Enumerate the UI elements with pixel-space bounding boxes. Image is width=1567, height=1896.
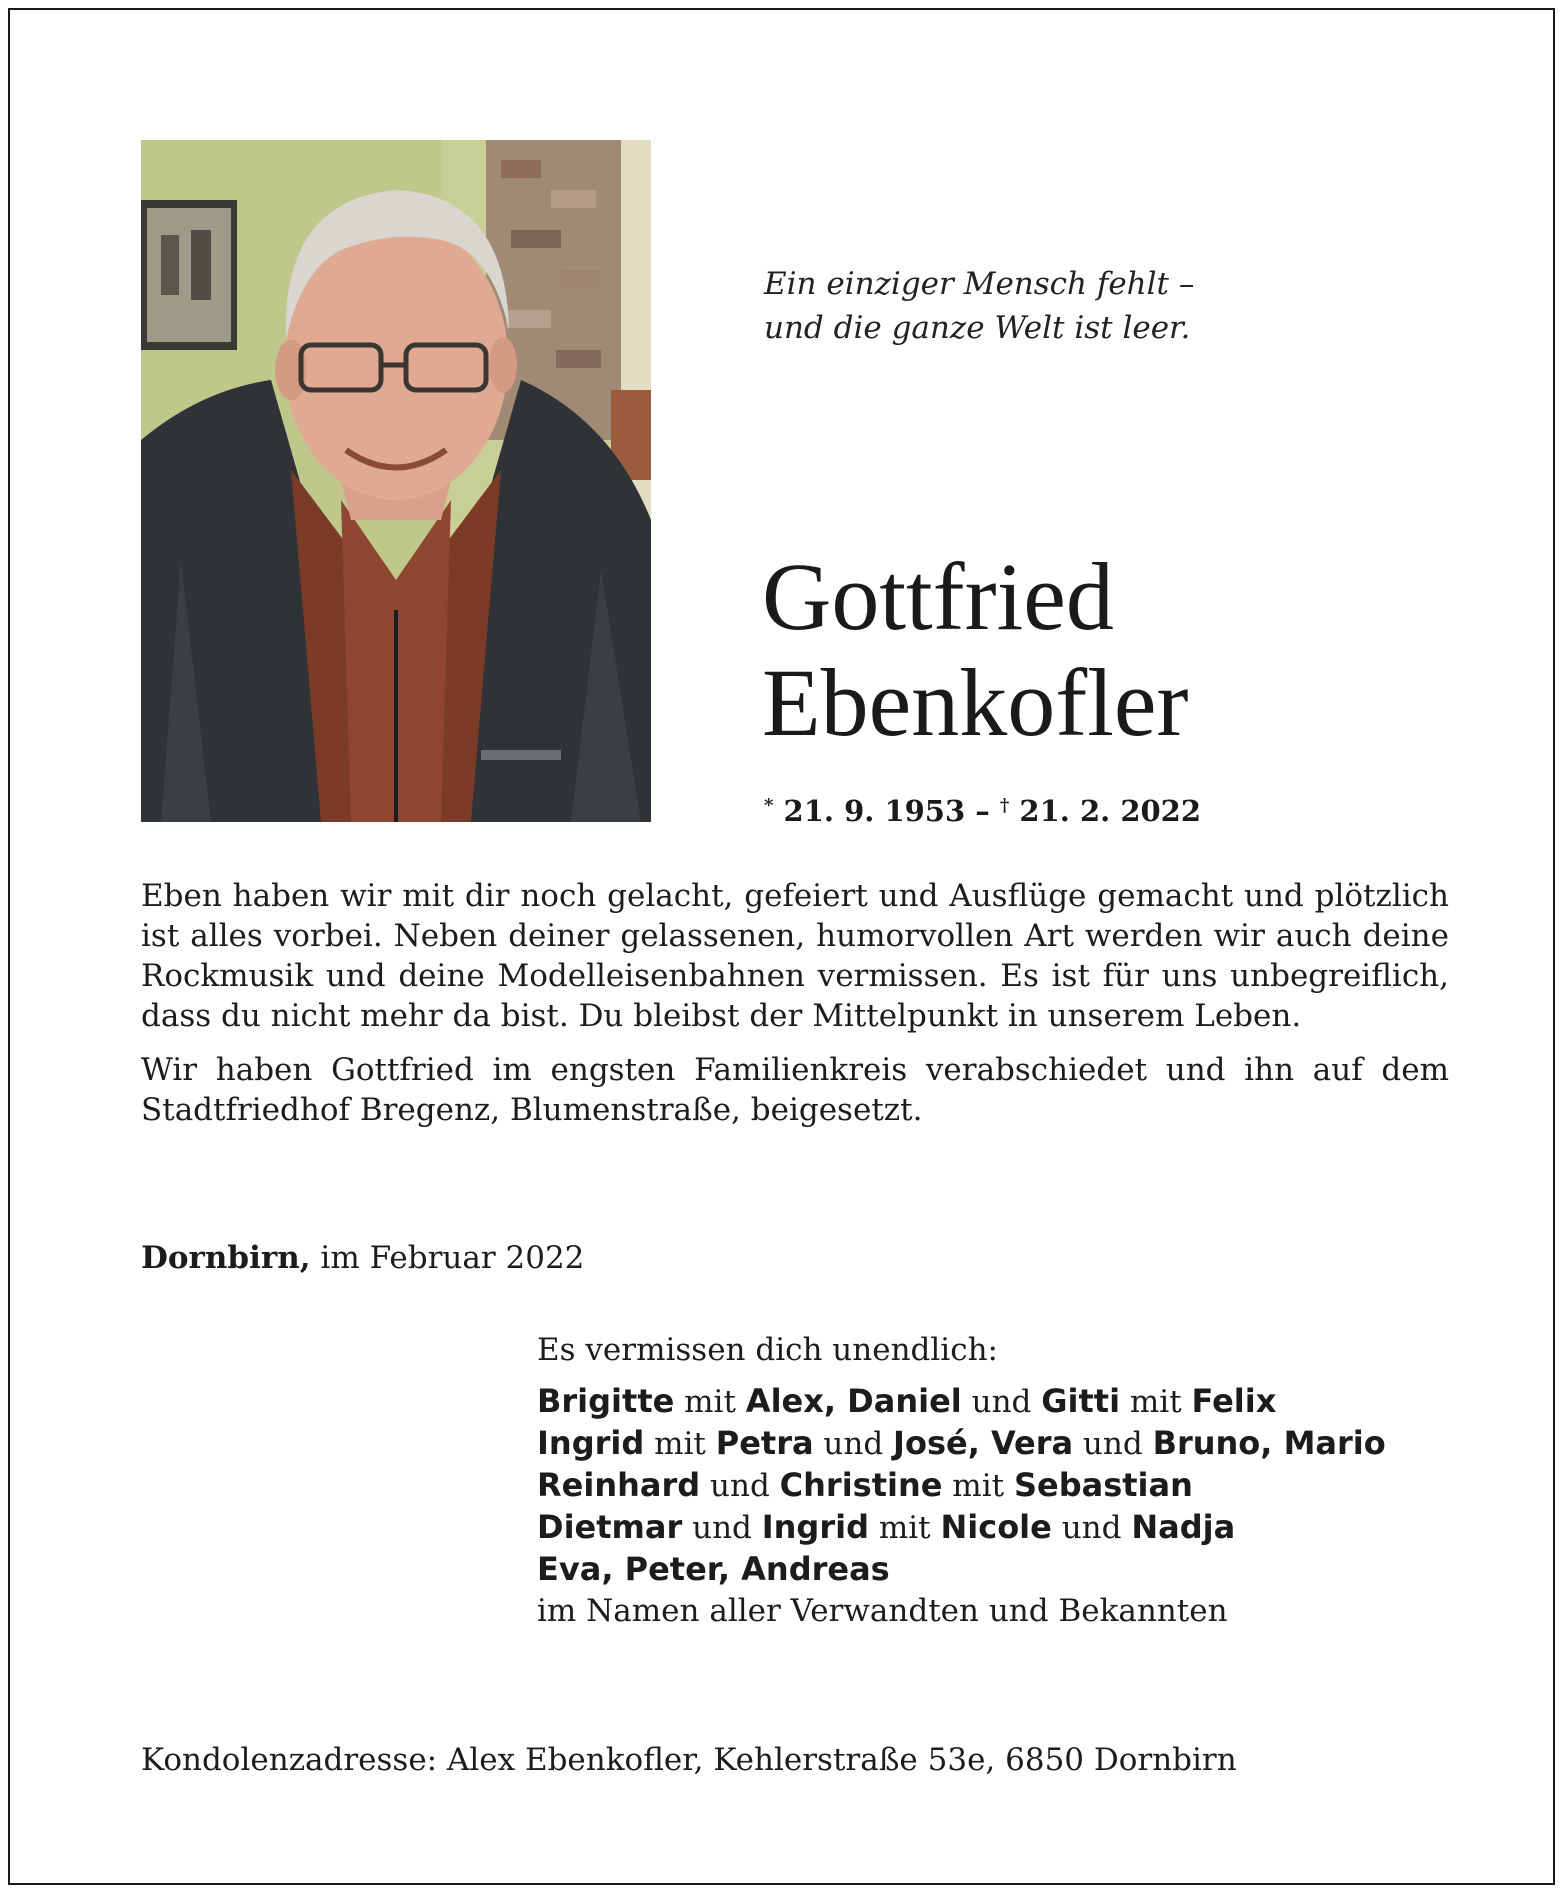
mourner-line (537, 1465, 1517, 1507)
paragraph-1: Eben haben wir mit dir noch gelacht, gefeiert und Ausflüge gemacht und plötzlich ist alles vorbei. Neben deiner gelassenen, humorvollen Art werden wir auch deine Rockmusik und deine Modelleisenbahnen vermissen. Es ist für uns unbegreiflich, dass du nicht mehr da bist. Du bleibst der Mittelpunkt in unserem Leben. (141, 878, 1449, 1034)
obituary-frame (8, 8, 1555, 1885)
mourner-name: Eva, Peter, Andreas (537, 1550, 890, 1588)
condolence-address: Kondolenzadresse: Alex Ebenkofler, Kehlerstraße 53e, 6850 Dornbirn (141, 1742, 1237, 1778)
mourner-name: Petra (715, 1424, 814, 1462)
mourner-connector: mit (1120, 1384, 1192, 1420)
mourner-name: Felix (1191, 1382, 1277, 1420)
place-date (141, 1238, 584, 1278)
place: Dornbirn, (141, 1240, 311, 1276)
mourner-connector: und (700, 1468, 780, 1504)
mourner-connector: mit (868, 1510, 941, 1546)
date-separator: – (965, 794, 1000, 828)
mourner-connector: mit (674, 1384, 746, 1420)
quote-line-2: und die ganze Welt ist leer. (764, 310, 1191, 346)
date: im Februar 2022 (310, 1240, 585, 1276)
quote (764, 262, 1464, 350)
mourner-connector: und (682, 1510, 762, 1546)
mourner-connector: und (961, 1384, 1042, 1420)
portrait-image (141, 140, 651, 822)
mourners-closing: im Namen aller Verwandten und Bekannten (537, 1593, 1228, 1629)
mourner-name: Reinhard (537, 1466, 701, 1504)
death-date: 21. 2. 2022 (1019, 794, 1202, 828)
mourner-name: Christine (779, 1466, 943, 1504)
birth-date: 21. 9. 1953 (783, 794, 966, 828)
mourner-name: José, Vera (893, 1424, 1074, 1462)
mourners-block (537, 1330, 1517, 1632)
mourner-line (537, 1549, 1517, 1591)
mourner-name: Bruno, Mario (1152, 1424, 1386, 1462)
mourner-name: Gitti (1041, 1382, 1121, 1420)
mourner-name: Nicole (940, 1508, 1052, 1546)
mourner-name: Brigitte (537, 1382, 675, 1420)
mourner-name: Ingrid (761, 1508, 869, 1546)
mourner-name: Dietmar (537, 1508, 683, 1546)
portrait-photo (141, 140, 651, 822)
mourner-connector: und (1073, 1426, 1153, 1462)
birth-symbol: * (764, 795, 774, 816)
mourner-line (537, 1423, 1517, 1465)
death-symbol: † (999, 795, 1010, 816)
first-name: Gottfried (762, 543, 1114, 650)
mourner-name: Alex, Daniel (745, 1382, 962, 1420)
mourner-connector: und (1051, 1510, 1132, 1546)
paragraph-2: Wir haben Gottfried im engsten Familienkreis verabschiedet und ihn auf dem Stadtfriedhof Bregenz, Blumenstraße, beigesetzt. (141, 1052, 1449, 1128)
deceased-name (762, 544, 1522, 756)
mourner-name: Nadja (1131, 1508, 1236, 1546)
mourner-connector: mit (644, 1426, 716, 1462)
mourner-name: Sebastian (1013, 1466, 1193, 1504)
quote-line-1: Ein einziger Mensch fehlt – (764, 266, 1195, 302)
mourner-connector: mit (942, 1468, 1014, 1504)
mourners-intro: Es vermissen dich unendlich: (537, 1332, 998, 1368)
mourner-line (537, 1507, 1517, 1549)
mourner-name: Ingrid (537, 1424, 645, 1462)
life-dates (764, 786, 1201, 831)
obituary-text (141, 876, 1449, 1144)
mourner-lines (537, 1381, 1517, 1591)
mourner-line (537, 1381, 1517, 1423)
mourner-connector: und (813, 1426, 894, 1462)
last-name: Ebenkofler (762, 649, 1189, 756)
